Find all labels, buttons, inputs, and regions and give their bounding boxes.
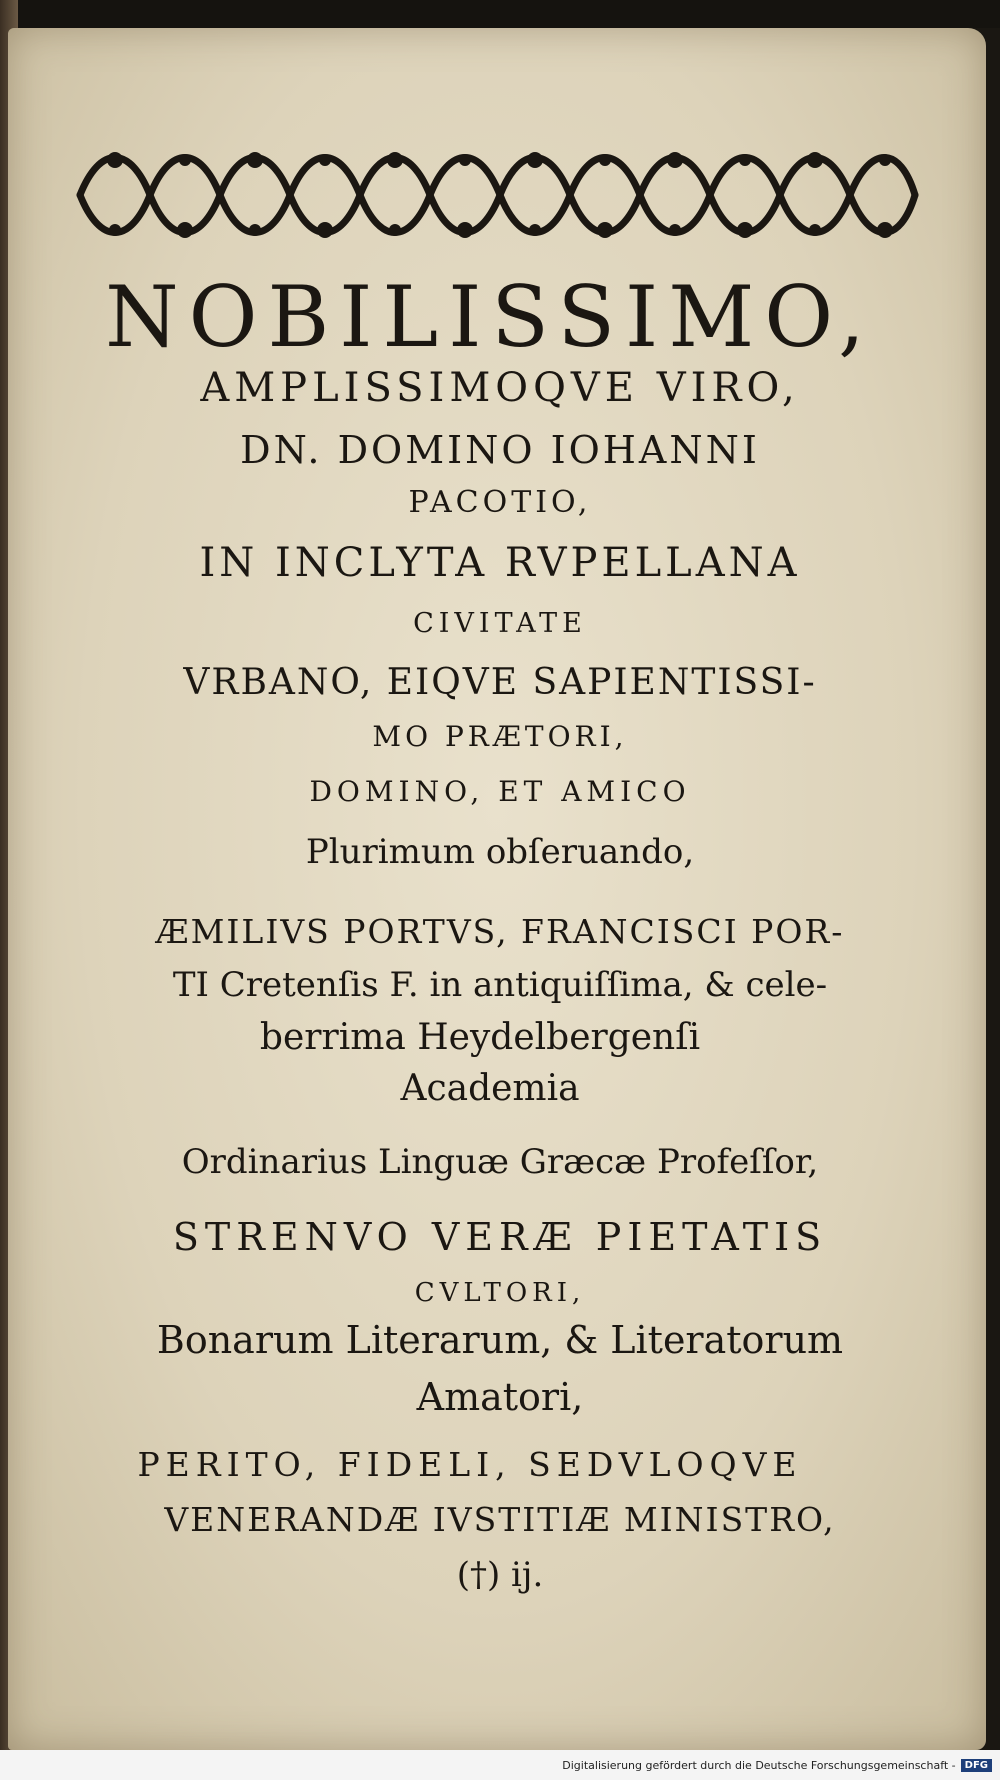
decorative-ornament-band bbox=[70, 135, 920, 255]
dedication-line-4: PACOTIO, bbox=[408, 485, 592, 520]
signature-mark: (†) ij. bbox=[456, 1555, 544, 1595]
author-line-5: Ordinarius Linguæ Græcæ Profeſſor, bbox=[181, 1142, 819, 1182]
dfg-logo: DFG bbox=[961, 1759, 992, 1772]
footer-text: Digitalisierung gefördert durch die Deutsche Forschungsgemeinschaft - bbox=[562, 1758, 956, 1772]
virtue-line-4: Amatori, bbox=[416, 1375, 584, 1419]
author-line-3: berrima Heydelbergenſi bbox=[259, 1017, 701, 1058]
scan-top-edge bbox=[0, 0, 1000, 28]
closing-line-2: VENERANDÆ IVSTITIÆ MINISTRO, bbox=[164, 1500, 836, 1539]
dedication-line-2: AMPLISSIMOQVE VIRO, bbox=[200, 365, 800, 411]
closing-line-1: PERITO, FIDELI, SEDVLOQVE bbox=[137, 1445, 803, 1484]
virtue-line-2: CVLTORI, bbox=[414, 1278, 586, 1308]
dedication-line-3: DN. DOMINO IOHANNI bbox=[240, 428, 760, 472]
author-line-1: ÆMILIVS PORTVS, FRANCISCI POR- bbox=[155, 912, 845, 951]
author-line-4: Academia bbox=[400, 1068, 580, 1109]
virtue-line-1: STRENVO VERÆ PIETATIS bbox=[172, 1215, 828, 1259]
dedication-line-9: DOMINO, ET AMICO bbox=[309, 775, 691, 808]
dedication-line-7: VRBANO, EIQVE SAPIENTISSI- bbox=[183, 662, 817, 703]
dedication-line-8: MO PRÆTORI, bbox=[372, 720, 628, 753]
author-line-2: TI Cretenſis F. in antiquiſſima, & cele- bbox=[172, 965, 828, 1005]
dedication-line-6: CIVITATE bbox=[413, 608, 587, 639]
dedication-line-10: Plurimum obſeruando, bbox=[305, 832, 695, 872]
virtue-line-3: Bonarum Literarum, & Literatorum bbox=[156, 1318, 844, 1362]
digitization-footer bbox=[0, 1750, 1000, 1780]
dedication-line-5: IN INCLYTA RVPELLANA bbox=[199, 540, 801, 586]
dedication-line-1: NOBILISSIMO, bbox=[105, 268, 875, 366]
